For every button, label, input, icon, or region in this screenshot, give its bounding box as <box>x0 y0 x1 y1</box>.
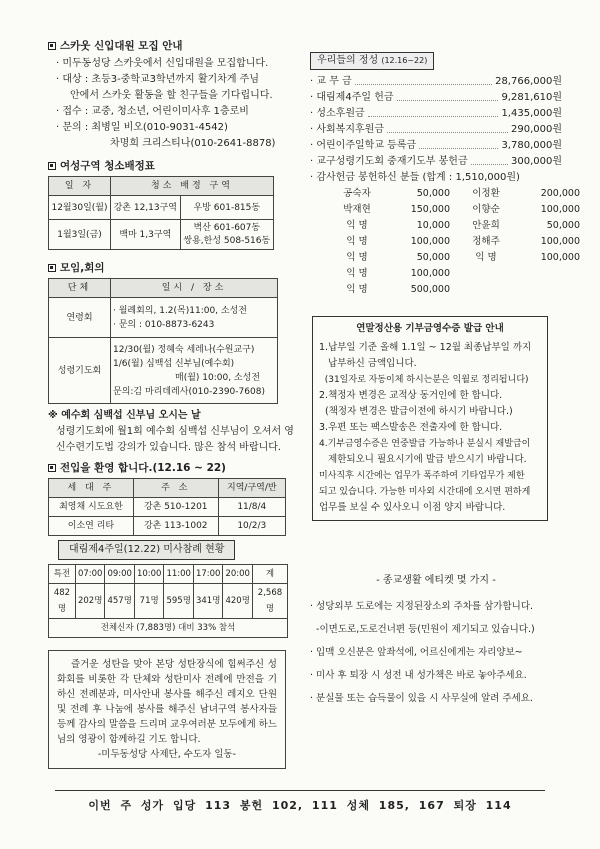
donor-amount: 50,000 <box>416 252 450 263</box>
etiquette-line: · 분실물 또는 습득물이 있을 시 사무실에 알려 주세요. <box>310 693 533 704</box>
donor-name: 정해주 <box>472 236 500 247</box>
scout-contact-2: 차명희 크리스티나(010-2641-8878) <box>110 138 276 149</box>
donor-name: 안윤희 <box>472 220 500 231</box>
tax-receipt-box <box>312 316 548 521</box>
newcomers-cell: 이소연 리타 <box>49 517 134 536</box>
donor-name: 이정환 <box>472 188 500 199</box>
offering-row: · 성소후원금 1,435,000원 <box>310 108 562 119</box>
tax-line: 미사직후 시간에는 업무가 폭주하여 기타업무가 제한 <box>319 471 525 481</box>
donor-name: 익 명 <box>346 236 368 247</box>
thanks-message-sign: -미두동성당 사제단, 수도자 일동- <box>97 749 237 760</box>
donor-name: 박재현 <box>343 204 371 215</box>
donor-amount: 100,000 <box>540 252 580 263</box>
tax-line: 2.책정자 변경은 교적상 동거인에 한 합니다. <box>319 390 503 401</box>
donor-name: 공숙자 <box>343 188 371 199</box>
square-bullet-icon <box>48 464 56 472</box>
scout-line: · 문의 : 최병일 비오(010-9031-4542) <box>56 122 228 133</box>
donor-amount: 100,000 <box>410 268 450 279</box>
mass-summary: 전체신자 (7,883명) 대비 33% 참석 <box>49 619 288 638</box>
donor-name: 익 명 <box>346 268 368 279</box>
donor-amount: 50,000 <box>546 220 580 231</box>
offering-row: · 대림제4주일 헌금 9,281,610원 <box>310 92 562 103</box>
meeting-detail: · 월례회의, 1.2(목)11:00, 소성전 · 문의 : 010-8873-6243 <box>111 298 278 338</box>
clean-section-title: 여성구역 청소배정표 <box>48 158 298 174</box>
donor-name: 익 명 <box>346 220 368 231</box>
thanks-message-box <box>48 650 286 769</box>
donor-amount: 100,000 <box>540 236 580 247</box>
tax-line: 업무를 보실 수 있사오니 이점 양지 바랍니다. <box>319 502 506 513</box>
newcomers-section-title: 전입을 환영 합니다.(12.16 ~ 22) <box>48 460 298 476</box>
clean-cell: 1월3일(금) <box>49 220 111 250</box>
etiquette-line: · 성당외부 도로에는 지정된장소외 주차를 삼가합니다. <box>310 601 534 612</box>
newcomers-cell: 최영채 시도요한 <box>49 498 134 517</box>
newcomers-cell: 10/2/3 <box>218 517 285 536</box>
etiquette-line: · 입맥 오신분은 앞좌석에, 어르신에게는 자리양보~ <box>310 647 523 658</box>
mass-count: 420명 <box>223 584 253 619</box>
clean-header-date: 일 자 <box>49 177 111 196</box>
square-bullet-icon <box>48 42 56 50</box>
hymn-footer: 이번 주 성가 입당 113 봉헌 102, 111 성체 185, 167 퇴장 114 <box>55 790 545 813</box>
newcomers-header: 주 소 <box>133 479 218 498</box>
mass-count: 71명 <box>134 584 164 619</box>
mass-header: 17:00 <box>193 565 223 584</box>
newcomers-cell: 11/8/4 <box>218 498 285 517</box>
mass-header: 계 <box>252 565 287 584</box>
donor-amount: 500,000 <box>410 284 450 295</box>
tax-line: 4.기부금영수증은 연중발급 가능하나 분실시 재발급이 <box>319 439 531 449</box>
jesuit-text: 성령기도회에 월1회 예수회 심백섭 신부님이 오셔서 영신수련기도법 강의가 있습니다. 많은 참석 바랍니다. <box>56 426 294 453</box>
donor-name: 익 명 <box>346 284 368 295</box>
square-bullet-icon <box>48 264 56 272</box>
donor-name: 익 명 <box>346 252 368 263</box>
mass-header: 07:00 <box>75 565 105 584</box>
clean-cell: 벽산 601-607동 쌍용,한성 508-516동 <box>180 220 273 250</box>
tax-line: 제한되오니 필요시기에 발급 받으시기 바랍니다. <box>319 454 527 465</box>
etiquette-line: -이면도로,도로건너편 등(민원이 제기되고 있습니다.) <box>310 624 535 635</box>
etiquette-section <box>310 573 562 710</box>
clean-cell: 12월30일(월) <box>49 196 111 220</box>
donor-name: 이향순 <box>472 204 500 215</box>
thanks-message-text: 즐거운 성탄을 맞아 본당 성탄장식에 힘써주신 성화회를 비롯한 각 단체와 성탄미사 전례에 만전을 기하신 전례분과, 미사안내 봉사를 해주신 레지오 단원 및 전례 후 나눔에 봉사를 해주신 남녀구역 봉사자들 등께 감사의 말씀을 드리며 교우여러분 모두에게 하느님의 영광이 함께하길 기도 합니다. <box>57 659 278 745</box>
etiquette-line: · 미사 후 퇴장 시 성전 내 성가책은 바로 놓아주세요. <box>310 670 527 681</box>
offering-title: 우리들의 정성 (12.16~22) <box>310 52 434 70</box>
meeting-group: 성령기도회 <box>49 338 111 404</box>
donor-amount: 10,000 <box>416 220 450 231</box>
clean-cell: 우방 601-815동 <box>180 196 273 220</box>
meeting-header-time: 일시 / 장소 <box>111 279 278 298</box>
scout-section-title: 스카웃 신입대원 모집 안내 <box>48 38 298 54</box>
offering-row: · 교구성령기도회 중재기도부 봉헌금 300,000원 <box>310 156 562 167</box>
scout-line: 안에서 스카웃 활동을 할 친구들을 기다립니다. <box>70 90 273 101</box>
clean-table <box>48 176 274 250</box>
offering-row: · 교 무 금 28,766,000원 <box>310 76 562 87</box>
donor-amount: 50,000 <box>416 188 450 199</box>
mass-count: 457명 <box>105 584 135 619</box>
newcomers-table <box>48 478 286 536</box>
tax-line: (31일자로 자동이체 하시는분은 익월로 정리됩니다) <box>319 375 529 385</box>
scout-line: · 대상 : 초등3-중학교3학년까지 활기차게 주님 <box>56 74 259 85</box>
newcomers-header: 세 대 주 <box>49 479 134 498</box>
tax-line: 납부하신 금액입니다. <box>319 358 417 369</box>
mass-count: 482명 <box>49 584 76 619</box>
thanks-grid <box>310 186 580 298</box>
scout-line: · 접수 : 교중, 청소년, 어린이미사후 1층로비 <box>56 106 249 117</box>
mass-header: 20:00 <box>223 565 253 584</box>
clean-header-area: 청소 배정 구역 <box>111 177 274 196</box>
left-column <box>48 38 298 769</box>
donor-name: 익 명 <box>475 252 497 263</box>
mass-header: 특전 <box>49 565 76 584</box>
offering-row: · 사회복지후원금 290,000원 <box>310 124 562 135</box>
mass-header: 11:00 <box>164 565 194 584</box>
donor-amount: 150,000 <box>410 204 450 215</box>
thanks-title: · 감사헌금 봉헌하신 분들 (합계 : 1,510,000원) <box>310 172 520 183</box>
meeting-group: 연령회 <box>49 298 111 338</box>
tax-line: (책정자 변경은 발급이전에 하시기 바랍니다.) <box>319 406 513 417</box>
mass-header: 10:00 <box>134 565 164 584</box>
meeting-table <box>48 278 278 404</box>
mass-count: 595명 <box>164 584 194 619</box>
tax-line: 3.우편 또는 팩스발송은 전출자에 한 합니다. <box>319 422 503 433</box>
donor-amount: 100,000 <box>410 236 450 247</box>
newcomers-cell: 강촌 113-1002 <box>133 517 218 536</box>
scout-line: · 미두동성당 스카웃에서 신입대원을 모집합니다. <box>56 58 269 69</box>
right-column <box>310 52 580 710</box>
mass-table <box>48 564 288 638</box>
newcomers-header: 지역/구역/반 <box>218 479 285 498</box>
square-bullet-icon <box>48 162 56 170</box>
clean-cell: 강촌 12,13구역 <box>111 196 181 220</box>
tax-line: 1.납부일 기준 올해 1.1일 ~ 12월 최종납부일 까지 <box>319 342 532 353</box>
tax-line: 되고 있습니다. 가능한 미사외 시간대에 오시면 편하게 <box>319 487 531 497</box>
jesuit-title: ※ 예수회 심백섭 신부님 오시는 날 <box>48 410 201 421</box>
mass-count: 202명 <box>75 584 105 619</box>
meeting-section-title: 모임,회의 <box>48 260 298 276</box>
newcomers-cell: 강촌 510-1201 <box>133 498 218 517</box>
mass-header: 09:00 <box>105 565 135 584</box>
mass-count: 341명 <box>193 584 223 619</box>
tax-receipt-title: 연말정산용 기부금영수증 발급 안내 <box>356 323 504 334</box>
meeting-header-group: 단체 <box>49 279 111 298</box>
donor-amount: 100,000 <box>540 204 580 215</box>
etiquette-title: - 종교생활 에티켓 몇 가지 - <box>376 575 496 586</box>
donor-amount: 200,000 <box>540 188 580 199</box>
mass-title: 대림제4주일(12.22) 미사참례 현황 <box>58 540 235 560</box>
meeting-detail: 12/30(월) 정혜숙 세레나(수원교구) 1/6(월) 심백섭 신부님(예수회) 매(월) 10:00, 소성전 문의:김 마리데레사(010-2390-7608) <box>111 338 278 404</box>
offering-row: · 어린이주일학교 등록금 3,780,000원 <box>310 140 562 151</box>
mass-count: 2,568명 <box>252 584 287 619</box>
clean-cell: 백마 1,3구역 <box>111 220 181 250</box>
